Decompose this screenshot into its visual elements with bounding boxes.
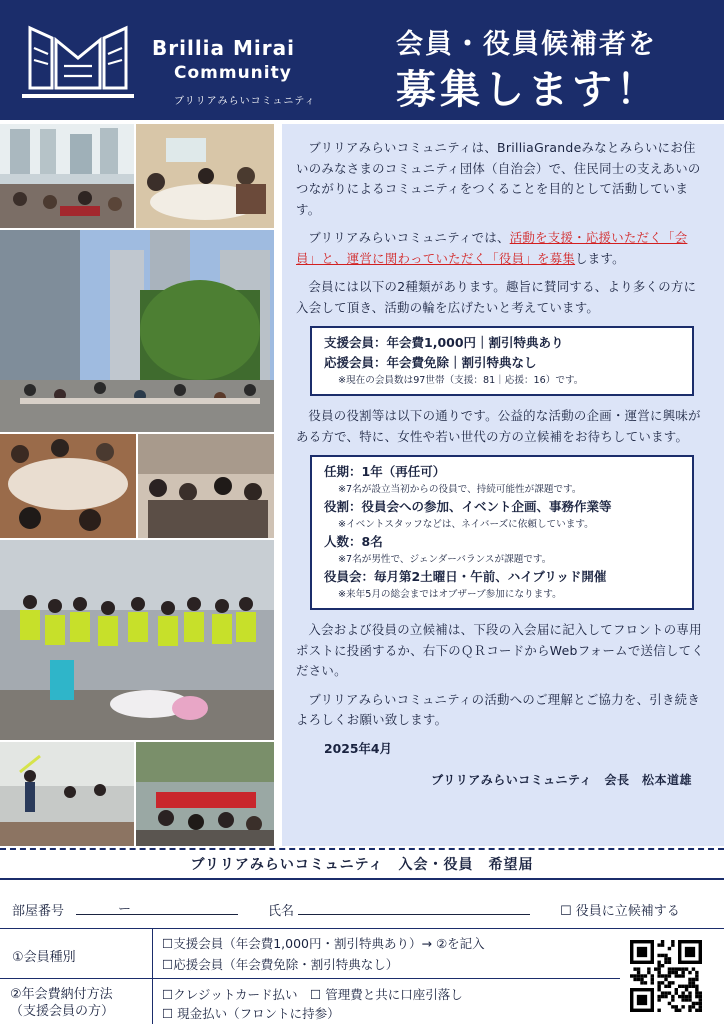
name-field[interactable] <box>298 914 530 915</box>
name-label: 氏名 <box>268 904 295 919</box>
form-title: ブリリアみらいコミュニティ 入会・役員 希望届 <box>190 857 534 873</box>
form-column-divider <box>152 929 153 1024</box>
signature: ブリリアみらいコミュニティ 会長 松本道雄 <box>431 772 692 787</box>
room-number-field[interactable] <box>76 914 238 915</box>
form-divider-3 <box>0 978 620 979</box>
member-type-option-encourage[interactable]: ☐応援会員（年会費免除・割引特典なし） <box>162 957 399 972</box>
member-types-paragraph: 会員には以下の2種類があります。趣旨に賛同する、より多くの方に入会して頂き、活動の輪を広げたいと考えています。 <box>296 279 697 315</box>
officer-count-note: ※7名が男性で、ジェンダーバランスが課題です。 <box>338 554 552 565</box>
photo-collage <box>0 124 274 846</box>
payment-label <box>10 986 114 1020</box>
photo-meeting-room <box>136 124 274 228</box>
member-type-label: ①会員種別 <box>12 950 76 965</box>
member-count-note: ※現在の会員数は97世帯（支援：81｜応援：16）です。 <box>338 375 584 386</box>
brand-kana: ブリリアみらいコミュニティ <box>174 96 316 107</box>
payment-option-card-debit[interactable]: ☐クレジットカード払い ☐ 管理費と共に口座引落し <box>162 987 463 1002</box>
brillia-logo <box>22 18 134 106</box>
photo-red-event <box>136 742 274 846</box>
officer-box <box>310 455 694 610</box>
cut-line <box>0 848 724 850</box>
officer-count: 人数：8名 <box>324 534 383 549</box>
officer-paragraph: 役員の役割等は以下の通りです。公益的な活動の企画・運営に興味がある方で、特に、女性や若い世代の方の立候補をお待ちしています。 <box>296 408 701 444</box>
photo-exercise-class <box>0 742 134 846</box>
encourage-member-line: 応援会員：年会費免除｜割引特典なし <box>324 355 537 370</box>
recruit-suffix: します。 <box>575 250 625 266</box>
member-type-option-support[interactable]: ☐支援会員（年会費1,000円・割引特典あり）→ ②を記入 <box>162 936 485 951</box>
recruit-paragraph <box>296 228 706 269</box>
intro-paragraph: ブリリアみらいコミュニティは、BrilliaGrandeみなとみらいにお住いのみなさまのコミュニティ団体（自治会）で、住民同士の支えあいのつながりによるコミュニティをつくることを目的として活動しています。 <box>296 140 701 217</box>
form-divider-2 <box>0 928 724 929</box>
headline-line2: 募集します！ <box>396 67 660 113</box>
announcement-panel <box>282 124 724 846</box>
support-member-line: 支援会員：年会費1,000円｜割引特典あり <box>324 335 564 350</box>
headline-line1: 会員・役員候補者を <box>396 29 657 60</box>
recruit-highlight: 活動を支援・応援いただく「会員」と、運営に関わっていただく「役員」を募集 <box>296 230 688 266</box>
officer-term: 任期：1年（再任可） <box>324 464 446 479</box>
officer-role: 役割：役員会への参加、イベント企画、事務作業等 <box>324 499 612 514</box>
payment-label-main: ②年会費納付方法 <box>10 987 113 1002</box>
membership-box <box>310 326 694 396</box>
apply-paragraph: 入会および役員の立候補は、下段の入会届に記入してフロントの専用ポストに投函するか、右下のＱＲコードからWebフォームで送信してください。 <box>296 622 705 678</box>
room-label: 部屋番号 <box>12 904 65 919</box>
issue-date: 2025年4月 <box>324 740 392 756</box>
photo-volunteer-group <box>0 540 274 740</box>
candidate-checkbox[interactable]: ☐ 役員に立候補する <box>560 904 680 919</box>
photo-lobby-event <box>0 124 134 228</box>
officer-meeting: 役員会：毎月第2土曜日・午前、ハイブリッド開催 <box>324 569 607 584</box>
closing-paragraph: ブリリアみらいコミュニティの活動へのご理解とご協力を、引き続きよろしくお願い致します。 <box>296 691 701 727</box>
payment-option-cash[interactable]: ☐ 現金払い（フロントに持参） <box>162 1006 340 1021</box>
photo-lobby-gathering <box>138 434 274 538</box>
officer-role-note: ※イベントスタッフなどは、ネイバーズに依頼しています。 <box>338 519 594 530</box>
form-divider <box>0 878 724 880</box>
recruit-prefix: ブリリアみらいコミュニティでは、 <box>308 230 510 245</box>
brand-name: Brillia Mirai <box>152 36 295 60</box>
officer-meeting-note: ※来年5月の総会まではオブザーブ参加になります。 <box>338 589 562 600</box>
photo-towers-plaza <box>0 230 274 432</box>
payment-label-sub: （支援会員の方） <box>10 1004 115 1019</box>
qr-code[interactable] <box>630 940 702 1012</box>
officer-term-note: ※7名が設立当初からの役員で、持続可能性が課題です。 <box>338 484 582 495</box>
brand-sub: Community <box>174 63 292 83</box>
room-dash: ー <box>118 902 132 917</box>
photo-workshop-table <box>0 434 136 538</box>
header-banner <box>0 0 724 120</box>
